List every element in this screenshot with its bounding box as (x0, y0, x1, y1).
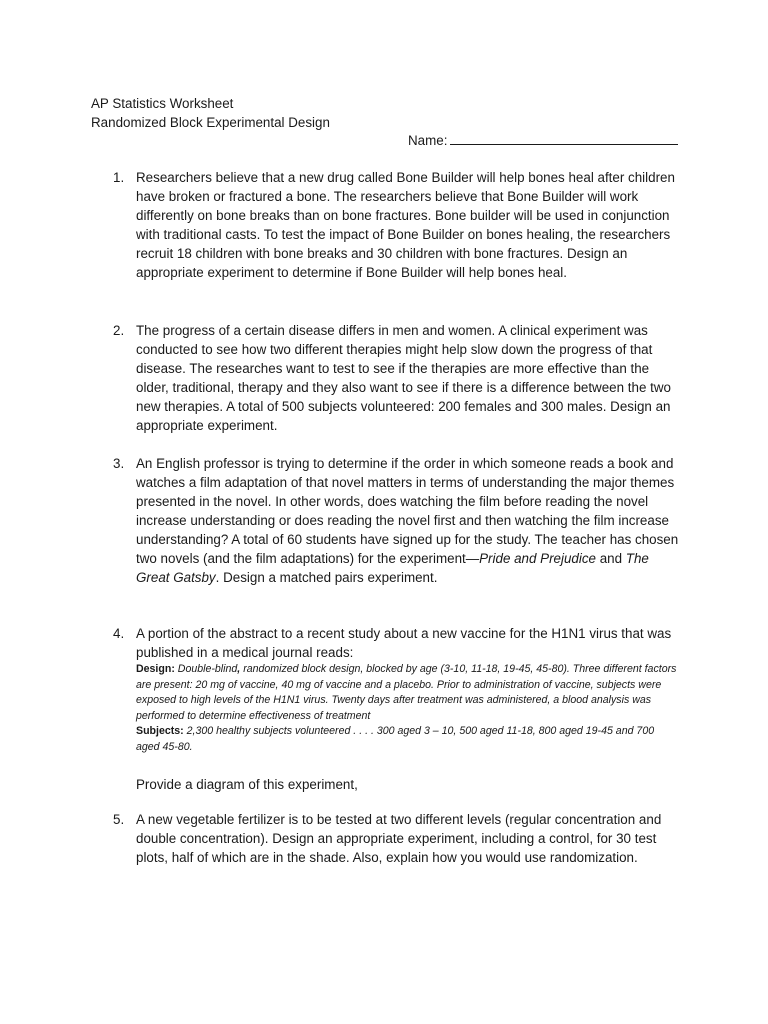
subjects-text: 2,300 healthy subjects volunteered . . . . 300 aged 3 – 10, 500 aged 11-18, 800 aged 19-45 and 700 aged 45-80. (136, 725, 655, 753)
diagram-prompt: Provide a diagram of this experiment, (136, 776, 358, 792)
question-text: A portion of the abstract to a recent study about a new vaccine for the H1N1 virus that was published in a medical journal reads: (136, 626, 672, 660)
abstract-design (136, 662, 679, 724)
question-number: 4. (113, 626, 125, 641)
question-number: 2. (113, 323, 125, 338)
question-number: 5. (113, 812, 125, 827)
worksheet-subtitle: Randomized Block Experimental Design (91, 115, 330, 130)
question-text: A new vegetable fertilizer is to be tested at two different levels (regular concentration and double concentration). Design an appropriate experiment, including a control, for 30 test plots, half of which are in the shade. Also, explain how you would use randomization. (136, 812, 662, 865)
name-field[interactable] (408, 131, 688, 150)
novel-title-great-gatsby: The Great Gatsby (136, 551, 649, 585)
subjects-label: Subjects: (136, 725, 184, 738)
name-blank-line[interactable] (450, 131, 678, 145)
design-text-part1: Double-blind (174, 663, 238, 675)
question-number: 1. (113, 170, 125, 185)
novel-title-pride-and-prejudice: Pride and Prejudice (479, 551, 596, 566)
worksheet-title: AP Statistics Worksheet (91, 96, 234, 111)
conjunction-and: and (596, 551, 626, 566)
question-text (136, 454, 679, 587)
worksheet-header (91, 94, 691, 132)
question-number: 3. (113, 456, 125, 471)
design-text-part2: randomized block design, blocked by age (3-10, 11-18, 19-45, 45-80). Three different factors are present: 20 mg of vaccine, 40 mg of vaccine and a placebo. Prior to administration of vaccine, subjects were exposed to high levels of the H1N1 virus. Twenty days after treatment was administered, a blood analysis was performed to determine effectiveness of treatment (136, 663, 677, 722)
design-comma: , (237, 663, 241, 675)
question-text-before: An English professor is trying to determine if the order in which someone reads a book and watches a film adaptation of that novel matters in terms of understanding the major themes presented in the novel. In other words, does watching the film before reading the novel increase understanding or does reading the novel first and then watching the film increase understanding? A total of 60 students have signed up for the study. The teacher has chosen two novels (and the film adaptations) for the experiment— (136, 456, 679, 566)
name-label: Name: (408, 133, 448, 148)
question-text: Researchers believe that a new drug called Bone Builder will help bones heal after children have broken or fractured a bone. The researchers believe that Bone Builder will work differently on bone breaks than on bone fractures. Bone builder will be used in conjunction with traditional casts. To test the impact of Bone Builder on bones healing, the researchers recruit 18 children with bone breaks and 30 children with bone fractures. Design an appropriate experiment to determine if Bone Builder will help bones heal. (136, 170, 675, 280)
question-text-after: . Design a matched pairs experiment. (215, 570, 438, 585)
abstract-subjects (136, 724, 679, 755)
design-label: Design: (136, 663, 175, 675)
question-text: The progress of a certain disease differs in men and women. A clinical experiment was conducted to see how two different therapies might help slow down the progress of that disease. The researches want to test to see if the therapies are more effective than the older, traditional, therapy and they also want to see if there is a difference between the two new therapies. A total of 500 subjects volunteered: 200 females and 300 males. Design an appropriate experiment. (136, 323, 671, 433)
